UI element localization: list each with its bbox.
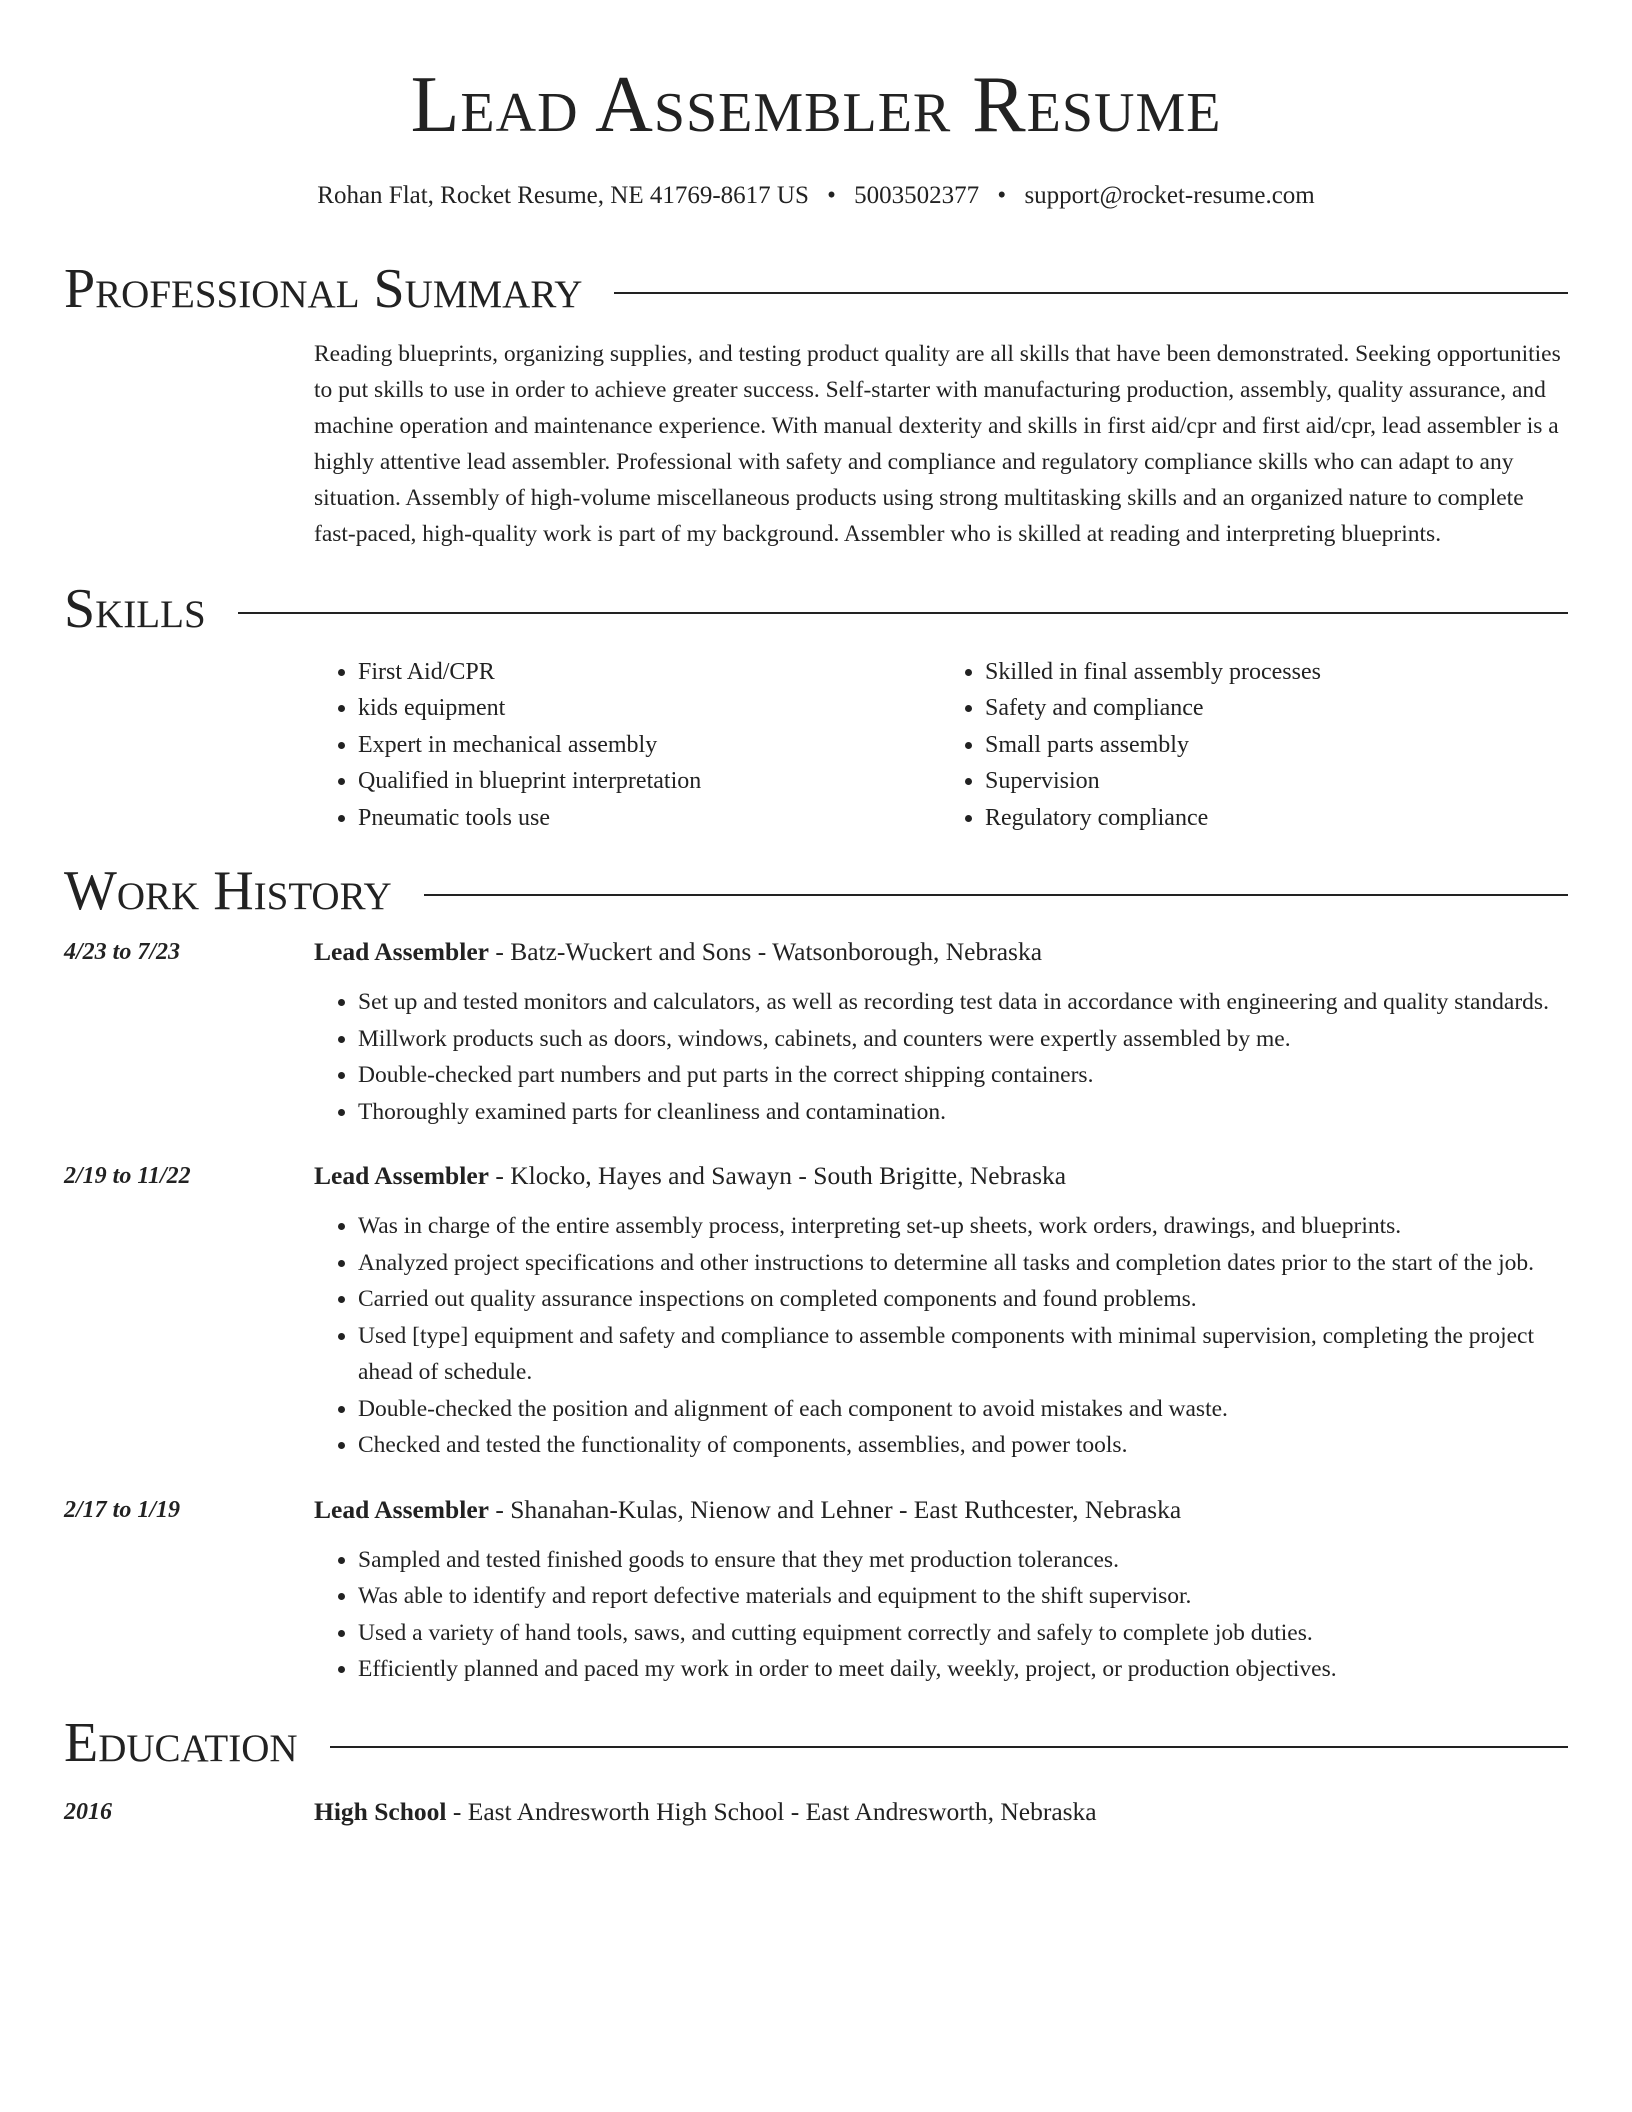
job-role: Lead Assembler [314,1494,489,1524]
job-bullet: • Sampled and tested finished goods to ensure that they met production tolerances. [358,1542,1568,1579]
resume-title: Lead Assembler Resume [410,61,1222,149]
skill-item: • Expert in mechanical assembly [358,727,941,764]
skills-column-right [941,654,1568,837]
job-entry [64,934,1568,1130]
resume-page [64,0,1568,1830]
bullet-separator: • [997,182,1007,209]
section-title-summary: Professional Summary [64,258,583,320]
work-section-header [64,858,1568,924]
job-bullet: • Was in charge of the entire assembly process, interpreting set-up sheets, work orders, drawings, and blueprints. [358,1208,1568,1245]
education-entry [64,1794,1568,1830]
job-bullet: • Efficiently planned and paced my work in order to meet daily, weekly, project, or production objectives. [358,1651,1568,1688]
job-body [314,1158,1568,1464]
job-dates: 2/19 to 11/22 [64,1163,191,1189]
job-bullets [314,1208,1568,1464]
job-entry [64,1492,1568,1688]
summary-text: Reading blueprints, organizing supplies, and testing product quality are all skills that have been demonstrated. Seeking opportunities to put skills to use in order to achieve greater success. Self-starter with manufacturing production, assembly, quality assurance, and machine operation and maintenance experience. With manual dexterity and skills in first aid/cpr and first aid/cpr, lead assembler is a highly attentive lead assembler. Professional with safety and compliance and regulatory compliance skills who can adapt to any situation. Assembly of high-volume miscellaneous products using strong multitasking skills and an organized nature to complete fast-paced, high-quality work is part of my background. Assembler who is skilled at reading and interpreting blueprints. [314,341,1561,547]
job-dates: 2/17 to 1/19 [64,1496,181,1523]
skill-item: • Pneumatic tools use [358,800,941,837]
contact-phone: 5003502377 [854,182,980,209]
job-role: Lead Assembler [314,1161,489,1190]
job-title-line [314,934,1568,970]
section-divider [424,894,1568,896]
job-entry [64,1158,1568,1464]
summary-section-header [64,256,1568,322]
education-title-line [314,1794,1097,1830]
skills-section-header [64,576,1568,642]
education-school: - East Andresworth High School - East Andresworth, Nebraska [446,1796,1097,1826]
skill-item: • Qualified in blueprint interpretation [358,763,941,800]
skill-item: • Regulatory compliance [985,800,1568,837]
bullet-separator: • [827,182,836,209]
education-section-header [64,1710,1568,1776]
job-employer: - Klocko, Hayes and Sawayn - South Brigitte, Nebraska [488,1161,1067,1190]
job-bullet: • Was able to identify and report defective materials and equipment to the shift supervisor. [358,1578,1568,1615]
section-divider [330,1746,1568,1748]
skills-list [314,654,1568,837]
education-degree: High School [314,1796,447,1826]
section-divider [614,292,1568,294]
skill-item: • First Aid/CPR [358,654,941,691]
skill-item: • Small parts assembly [985,727,1568,764]
job-body [314,1492,1568,1688]
job-bullet: • Used [type] equipment and safety and compliance to assemble components with minimal supervision, completing the project ahead of schedule. [358,1318,1568,1391]
section-title-education: Education [64,1711,298,1774]
job-role: Lead Assembler [314,937,489,966]
education-year: 2016 [64,1798,112,1825]
job-bullets [314,1542,1568,1688]
contact-email: support@rocket-resume.com [1024,182,1315,209]
job-bullet: • Checked and tested the functionality of components, assemblies, and power tools. [358,1427,1568,1464]
contact-address: Rohan Flat, Rocket Resume, NE 41769-8617 US [317,182,809,209]
job-employer: - Batz-Wuckert and Sons - Watsonborough, Nebraska [488,937,1043,966]
job-bullet: • Thoroughly examined parts for cleanliness and contamination. [358,1094,1568,1131]
section-divider [238,612,1568,614]
job-title-line [314,1158,1568,1194]
job-title-line [314,1492,1568,1528]
job-bullets [314,984,1568,1130]
job-bullet: • Double-checked the position and alignment of each component to avoid mistakes and waste. [358,1391,1568,1428]
section-title-skills: Skills [64,577,206,640]
job-bullet: • Set up and tested monitors and calculators, as well as recording test data in accordance with engineering and quality standards. [358,984,1568,1021]
job-bullet: • Analyzed project specifications and other instructions to determine all tasks and completion dates prior to the start of the job. [358,1245,1568,1282]
skill-item: • kids equipment [358,690,941,727]
job-bullet: • Used a variety of hand tools, saws, and cutting equipment correctly and safely to complete job duties. [358,1615,1568,1652]
job-bullet: • Millwork products such as doors, windows, cabinets, and counters were expertly assembled by me. [358,1021,1568,1058]
section-title-work: Work History [64,860,392,922]
skills-column-left [314,654,941,837]
job-dates: 4/23 to 7/23 [64,939,181,965]
job-employer: - Shanahan-Kulas, Nienow and Lehner - East Ruthcester, Nebraska [488,1494,1182,1524]
job-body [314,934,1568,1130]
job-bullet: • Double-checked part numbers and put parts in the correct shipping containers. [358,1057,1568,1094]
contact-line [64,180,1568,212]
skill-item: • Supervision [985,763,1568,800]
skill-item: • Skilled in final assembly processes [985,654,1568,691]
job-bullet: • Carried out quality assurance inspections on completed components and found problems. [358,1281,1568,1318]
skill-item: • Safety and compliance [985,690,1568,727]
